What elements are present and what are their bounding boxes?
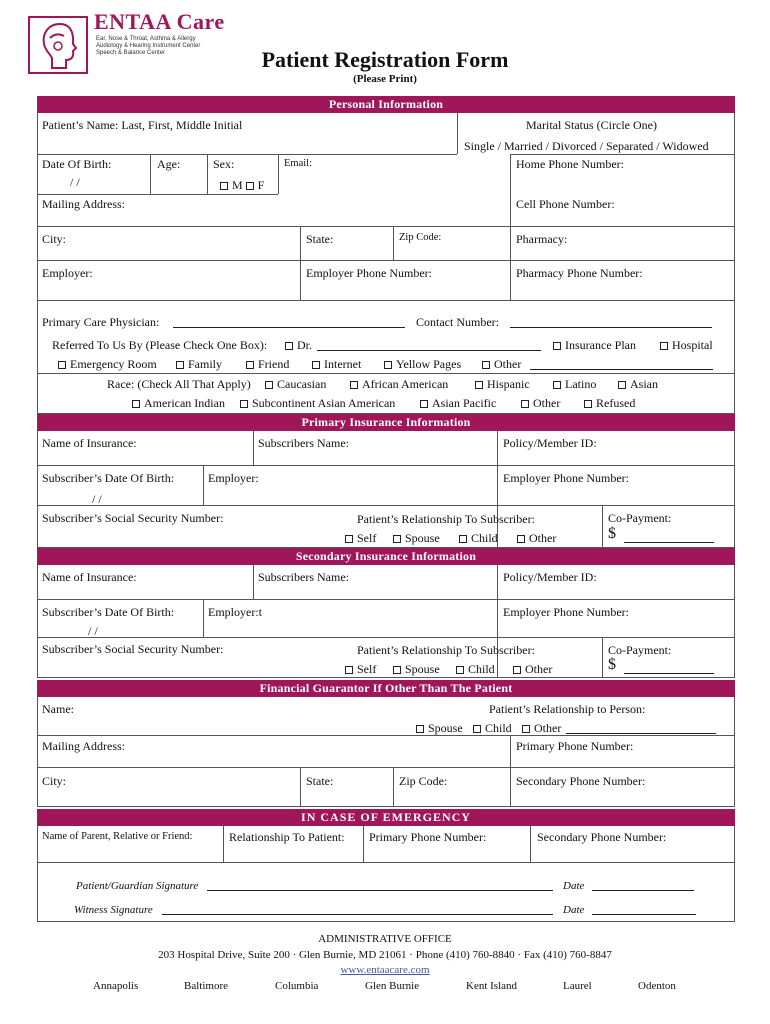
sec-rel-spouse-label: Spouse: [405, 662, 440, 676]
checkbox-icon[interactable]: [350, 381, 358, 389]
pri-dob-slashes: / /: [92, 492, 102, 506]
form-title: Patient Registration Form: [261, 47, 509, 72]
dob-label[interactable]: Date Of Birth:: [42, 157, 112, 171]
guarantor-rel-other[interactable]: [522, 721, 561, 735]
ref-yellow[interactable]: [384, 357, 461, 371]
secondary-band: Secondary Insurance Information: [37, 548, 735, 565]
guarantor-relationship-label: Patient’s Relationship to Person:: [489, 702, 646, 716]
pri-policy-label[interactable]: Policy/Member ID:: [503, 436, 597, 450]
guarantor-rel-spouse[interactable]: [416, 721, 463, 735]
checkbox-icon[interactable]: [553, 381, 561, 389]
checkbox-icon[interactable]: [384, 361, 392, 369]
sec-rel-other-label: Other: [525, 662, 553, 676]
checkbox-icon[interactable]: [482, 361, 490, 369]
race-refused[interactable]: [584, 396, 635, 410]
location-baltimore: Baltimore: [184, 980, 228, 992]
ref-yellow-label: Yellow Pages: [396, 357, 462, 371]
state-label[interactable]: State:: [306, 232, 334, 246]
witness-signature-label: Witness Signature: [74, 904, 153, 916]
website-link[interactable]: www.entaacare.com: [340, 964, 430, 976]
cell-phone-label[interactable]: Cell Phone Number:: [516, 197, 615, 211]
primary-band: Primary Insurance Information: [37, 414, 735, 431]
checkbox-icon[interactable]: [345, 666, 353, 674]
location-glen-burnie: Glen Burnie: [365, 980, 420, 992]
guarantor-name-label[interactable]: Name:: [42, 702, 74, 716]
sec-dob-slashes: / /: [88, 624, 98, 638]
pri-rel-spouse-label: Spouse: [405, 531, 440, 545]
checkbox-icon[interactable]: [132, 400, 140, 408]
sec-dollar-sign: $: [608, 656, 616, 673]
pri-employer-phone-label[interactable]: Employer Phone Number:: [503, 471, 629, 485]
checkbox-icon[interactable]: [285, 342, 293, 350]
race-label: Race: (Check All That Apply): [107, 377, 251, 391]
sex-options: [220, 178, 264, 192]
checkbox-icon[interactable]: [176, 361, 184, 369]
patient-name-label[interactable]: Patient’s Name: Last, First, Middle Initial: [42, 118, 243, 132]
race-latino[interactable]: [553, 377, 596, 391]
ref-dr-label: Dr.: [297, 338, 312, 352]
contact-number-label: Contact Number:: [416, 315, 499, 329]
race-subcontinent[interactable]: [240, 396, 395, 410]
pri-insurance-name-label[interactable]: Name of Insurance:: [42, 436, 137, 450]
race-other-label: Other: [533, 396, 561, 410]
sec-copay-line[interactable]: [624, 673, 714, 674]
witness-signature-line[interactable]: [162, 914, 553, 915]
pri-rel-self-label: Self: [357, 531, 377, 545]
checkbox-icon[interactable]: [660, 342, 668, 350]
race-african[interactable]: [350, 377, 448, 391]
ref-hospital-label: Hospital: [672, 338, 713, 352]
checkbox-icon[interactable]: [58, 361, 66, 369]
pri-dollar-sign: $: [608, 525, 616, 542]
guarantor-city-label[interactable]: City:: [42, 774, 67, 788]
ref-er[interactable]: [58, 357, 157, 371]
location-columbia: Columbia: [275, 980, 319, 992]
logo-title: ENTAA Care: [94, 9, 225, 34]
guarantor-zip-label[interactable]: Zip Code:: [399, 774, 448, 788]
contact-number-line[interactable]: [510, 327, 712, 328]
ref-insurance-label: Insurance Plan: [565, 338, 636, 352]
guarantor-rel-spouse-label: Spouse: [428, 721, 463, 735]
ref-family[interactable]: [176, 357, 222, 371]
guarantor-rel-child[interactable]: [473, 721, 512, 735]
patient-date-label: Date: [563, 880, 585, 892]
checkbox-icon[interactable]: [521, 400, 529, 408]
checkbox-icon[interactable]: [416, 725, 424, 733]
race-american-indian-label: American Indian: [144, 396, 225, 410]
pri-rel-child[interactable]: [459, 531, 498, 545]
age-label[interactable]: Age:: [157, 157, 181, 171]
pri-rel-other-label: Other: [529, 531, 557, 545]
guarantor-rel-other-label: Other: [534, 721, 562, 735]
dob-slashes: / /: [70, 175, 80, 189]
office-heading: ADMINISTRATIVE OFFICE: [318, 933, 452, 945]
sec-rel-child[interactable]: [456, 662, 495, 676]
pharmacy-phone-label[interactable]: Pharmacy Phone Number:: [516, 266, 643, 280]
ref-family-label: Family: [188, 357, 223, 371]
ref-other[interactable]: [482, 357, 521, 371]
checkbox-icon[interactable]: [473, 725, 481, 733]
pcp-label: Primary Care Physician:: [42, 315, 160, 329]
sec-subscribers-name-label[interactable]: Subscribers Name:: [258, 570, 349, 584]
logo-line: Audiology & Hearing Instrument Center: [96, 43, 201, 49]
checkbox-icon[interactable]: [522, 725, 530, 733]
race-african-label: African American: [362, 377, 449, 391]
sec-rel-self-label: Self: [357, 662, 377, 676]
race-hispanic[interactable]: [475, 377, 530, 391]
sec-rel-child-label: Child: [468, 662, 495, 676]
checkbox-icon[interactable]: [312, 361, 320, 369]
pri-rel-other[interactable]: [517, 531, 556, 545]
emergency-name-label[interactable]: Name of Parent, Relative or Friend:: [42, 831, 193, 842]
sec-employer-phone-label[interactable]: Employer Phone Number:: [503, 605, 629, 619]
checkbox-icon[interactable]: [475, 381, 483, 389]
witness-date-label: Date: [563, 904, 585, 916]
checkbox-icon[interactable]: [513, 666, 521, 674]
guarantor-mailing-label[interactable]: Mailing Address:: [42, 739, 125, 753]
employer-label[interactable]: Employer:: [42, 266, 93, 280]
marital-options[interactable]: Single / Married / Divorced / Separated / Widowed: [464, 139, 709, 153]
race-latino-label: Latino: [565, 377, 597, 391]
pri-rel-self[interactable]: [345, 531, 376, 545]
race-caucasian-label: Caucasian: [277, 377, 327, 391]
pcp-line[interactable]: [173, 327, 405, 328]
office-address: 203 Hospital Drive, Suite 200 · Glen Burnie, MD 21061 · Phone (410) 760-8840 · Fax (410) 760-8847: [158, 949, 612, 961]
ref-internet-label: Internet: [324, 357, 362, 371]
sec-rel-self[interactable]: [345, 662, 376, 676]
pri-ssn-label[interactable]: Subscriber’s Social Security Number:: [42, 511, 224, 525]
location-kent-island: Kent Island: [466, 980, 518, 992]
emergency-band: IN CASE OF EMERGENCY: [37, 809, 735, 826]
pri-subscribers-name-label[interactable]: Subscribers Name:: [258, 436, 349, 450]
checkbox-icon[interactable]: [456, 666, 464, 674]
sex-m: M: [232, 178, 243, 192]
pri-rel-spouse[interactable]: [393, 531, 440, 545]
checkbox-icon[interactable]: [584, 400, 592, 408]
pharmacy-label[interactable]: Pharmacy:: [516, 232, 568, 246]
checkbox-icon[interactable]: [393, 666, 401, 674]
guarantor-state-label[interactable]: State:: [306, 774, 334, 788]
referred-label: Referred To Us By (Please Check One Box):: [52, 338, 268, 352]
emergency-secondary-phone-label[interactable]: Secondary Phone Number:: [537, 830, 667, 844]
ref-internet[interactable]: [312, 357, 361, 371]
checkbox-icon[interactable]: [618, 381, 626, 389]
emergency-primary-phone-label[interactable]: Primary Phone Number:: [369, 830, 487, 844]
race-other[interactable]: [521, 396, 560, 410]
checkbox-icon[interactable]: [459, 535, 467, 543]
guarantor-rel-child-label: Child: [485, 721, 512, 735]
pri-rel-child-label: Child: [471, 531, 498, 545]
race-hispanic-label: Hispanic: [487, 377, 530, 391]
sec-ssn-label[interactable]: Subscriber’s Social Security Number:: [42, 642, 224, 656]
checkbox-icon[interactable]: [517, 535, 525, 543]
checkbox-icon[interactable]: [220, 182, 228, 190]
location-laurel: Laurel: [563, 980, 592, 992]
pri-relationship-label: Patient’s Relationship To Subscriber:: [357, 512, 535, 526]
ref-hospital[interactable]: [660, 338, 713, 352]
checkbox-icon[interactable]: [246, 182, 254, 190]
guarantor-band: Financial Guarantor If Other Than The Patient: [37, 680, 735, 697]
checkbox-icon[interactable]: [240, 400, 248, 408]
guarantor-other-line[interactable]: [566, 733, 716, 734]
race-refused-label: Refused: [596, 396, 636, 410]
logo-line: Ear, Nose & Throat, Asthma & Allergy: [96, 36, 196, 42]
checkbox-icon[interactable]: [420, 400, 428, 408]
location-odenton: Odenton: [638, 980, 676, 992]
checkbox-icon[interactable]: [393, 535, 401, 543]
patient-date-line[interactable]: [592, 890, 694, 891]
pri-employer-label[interactable]: Employer:: [208, 471, 259, 485]
witness-date-line[interactable]: [592, 914, 696, 915]
employer-phone-label[interactable]: Employer Phone Number:: [306, 266, 432, 280]
ref-friend[interactable]: [246, 357, 289, 371]
ref-insurance[interactable]: [553, 338, 636, 352]
home-phone-label[interactable]: Home Phone Number:: [516, 157, 624, 171]
checkbox-icon[interactable]: [345, 535, 353, 543]
sec-relationship-label: Patient’s Relationship To Subscriber:: [357, 643, 535, 657]
ref-friend-label: Friend: [258, 357, 290, 371]
location-annapolis: Annapolis: [93, 980, 139, 992]
race-asian[interactable]: [618, 377, 658, 391]
sec-insurance-name-label[interactable]: Name of Insurance:: [42, 570, 137, 584]
race-american-indian[interactable]: [132, 396, 225, 410]
marital-status-label: Marital Status (Circle One): [526, 118, 657, 132]
guarantor-secondary-phone-label[interactable]: Secondary Phone Number:: [516, 774, 646, 788]
ref-other-line[interactable]: [530, 369, 713, 370]
logo-line: Speech & Balance Center: [96, 50, 166, 56]
race-subcontinent-label: Subcontinent Asian American: [252, 396, 396, 410]
patient-signature-line[interactable]: [207, 890, 553, 891]
emergency-relationship-label[interactable]: Relationship To Patient:: [229, 830, 345, 844]
checkbox-icon[interactable]: [265, 381, 273, 389]
race-caucasian[interactable]: [265, 377, 326, 391]
sec-rel-other[interactable]: [513, 662, 552, 676]
pri-sub-dob-label[interactable]: Subscriber’s Date Of Birth:: [42, 471, 175, 485]
sec-sub-dob-label[interactable]: Subscriber’s Date Of Birth:: [42, 605, 175, 619]
ref-dr[interactable]: [285, 338, 312, 352]
race-asian-label: Asian: [630, 377, 658, 391]
race-pacific-label: Asian Pacific: [432, 396, 497, 410]
ref-other-label: Other: [494, 357, 522, 371]
guarantor-primary-phone-label[interactable]: Primary Phone Number:: [516, 739, 634, 753]
checkbox-icon[interactable]: [246, 361, 254, 369]
checkbox-icon[interactable]: [553, 342, 561, 350]
mailing-address-label[interactable]: Mailing Address:: [42, 197, 125, 211]
sex-label: Sex:: [213, 157, 235, 171]
pri-copay-label: Co-Payment:: [608, 511, 672, 525]
sec-copay-label: Co-Payment:: [608, 643, 672, 657]
personal-band: Personal Information: [37, 96, 735, 113]
ref-dr-line[interactable]: [317, 350, 541, 351]
city-label[interactable]: City:: [42, 232, 67, 246]
sec-employer-label[interactable]: Employer:t: [208, 605, 262, 619]
pri-copay-line[interactable]: [624, 542, 714, 543]
ref-er-label: Emergency Room: [70, 357, 157, 371]
sec-policy-label[interactable]: Policy/Member ID:: [503, 570, 597, 584]
zip-label[interactable]: Zip Code:: [399, 232, 442, 243]
sec-rel-spouse[interactable]: [393, 662, 440, 676]
patient-signature-label: Patient/Guardian Signature: [76, 880, 199, 892]
sex-f: F: [257, 178, 265, 192]
race-pacific[interactable]: [420, 396, 496, 410]
email-label[interactable]: Email:: [284, 158, 312, 169]
form-subtitle: (Please Print): [353, 73, 417, 85]
